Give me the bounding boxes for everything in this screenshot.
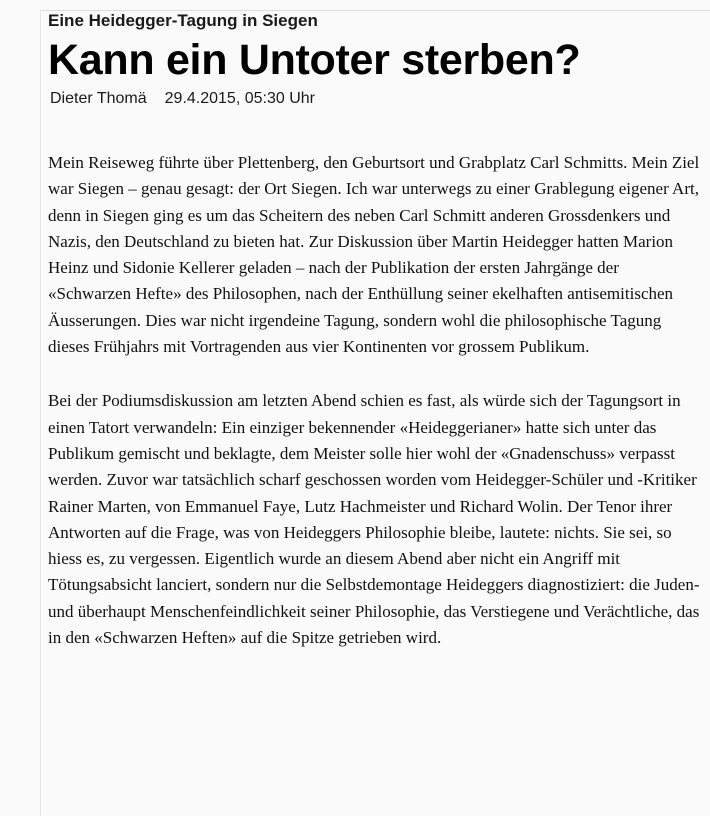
byline <box>50 88 703 110</box>
article-title: Kann ein Untoter sterben? <box>48 36 581 84</box>
publish-date: 29.4.2015, 05:30 Uhr <box>164 90 315 107</box>
article-body <box>48 150 700 679</box>
article-kicker: Eine Heidegger-Tagung in Siegen <box>48 11 318 30</box>
author-name: Dieter Thomä <box>50 90 147 107</box>
article-header <box>48 10 703 110</box>
article-paragraph-2: Bei der Podiumsdiskussion am letzten Abend schien es fast, als würde sich der Tagungsort in einen Tatort verwandeln: Ein einziger bekennender «Heideggerianer» hatte sich unter das Publikum gemischt und beklagte, dem Meister solle hier wohl der «Gnadenschuss» verpasst werden. Zuvor war tatsächlich scharf geschossen worden vom Heidegger-Schüler und -Kritiker Rainer Marten, von Emmanuel Faye, Lutz Hachmeister und Richard Wolin. Der Tenor ihrer Antworten auf die Frage, was von Heideggers Philosophie bleibe, lautete: nichts. Sie sei, so hiess es, zu vergessen. Eigentlich wurde an diesem Abend aber nicht ein Angriff mit Tötungsabsicht lanciert, sondern nur die Selbstdemontage Heideggers diagnostiziert: die Juden- und überhaupt Menschenfeindlichkeit seiner Philosophie, das Verstiegene und Verächtliche, das in den «Schwarzen Heften» auf die Spitze getrieben wird. <box>48 391 700 648</box>
article-paragraph-1: Mein Reiseweg führte über Plettenberg, den Geburtsort und Grabplatz Carl Schmitts. Mein Ziel war Siegen – genau gesagt: der Ort Siegen. Ich war unterwegs zu einer Grablegung eigener Art, denn in Siegen ging es um das Scheitern des neben Carl Schmitt anderen Grossdenkers und Nazis, den Deutschland zu bieten hat. Zur Diskussion über Martin Heidegger hatten Marion Heinz und Sidonie Kellerer geladen – nach der Publikation der ersten Jahrgänge der «Schwarzen Hefte» des Philosophen, nach der Enthüllung seiner ekelhaften antisemitischen Äusserungen. Dies war nicht irgendeine Tagung, sondern wohl die philosophische Tagung dieses Frühjahrs mit Vortragenden aus vier Kontinenten vor grossem Publikum. <box>48 153 700 357</box>
left-divider <box>40 10 41 816</box>
